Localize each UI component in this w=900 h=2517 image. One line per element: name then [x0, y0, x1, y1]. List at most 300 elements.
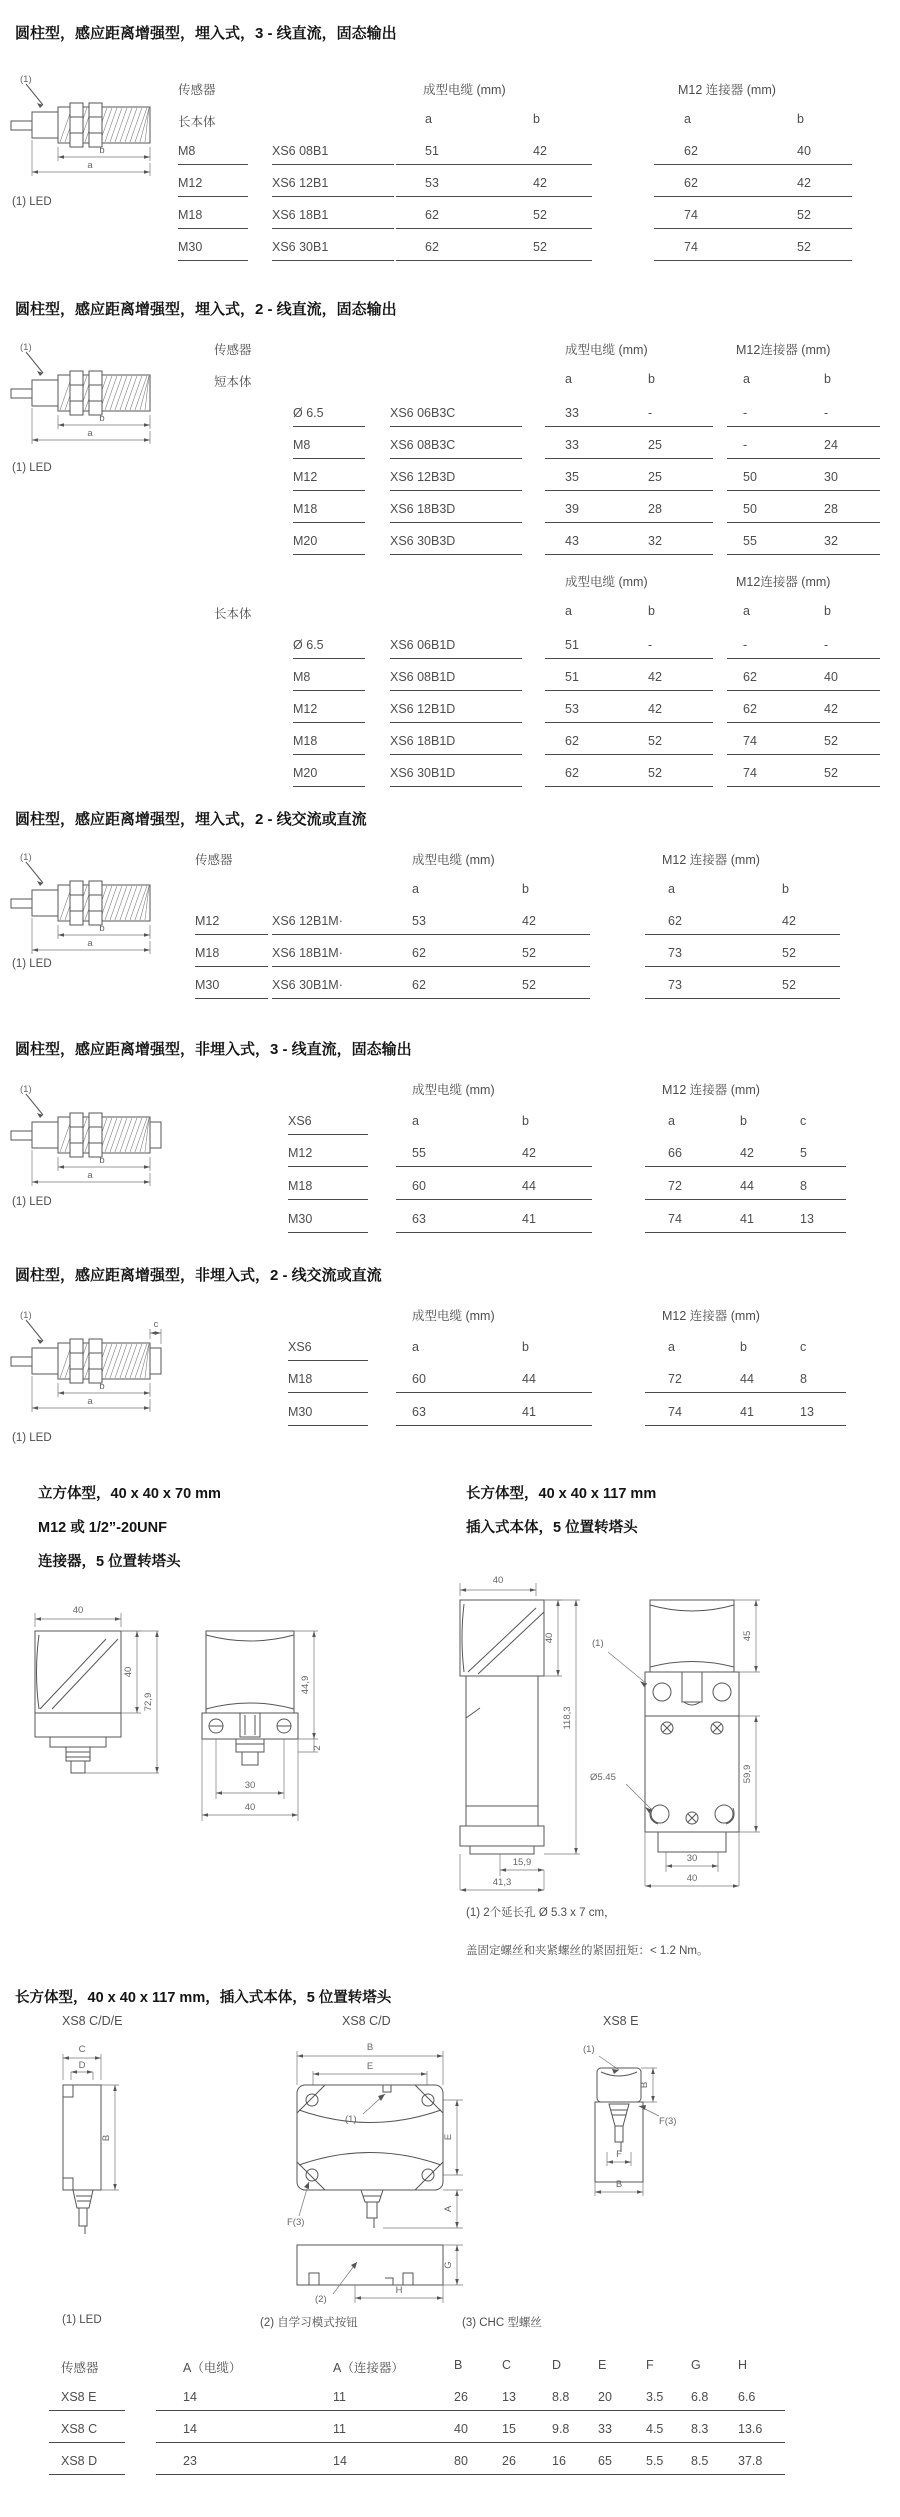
dim-label: 2 — [312, 1745, 323, 1751]
col-b: b — [533, 112, 540, 126]
cable-a: 62 — [565, 734, 579, 748]
cable-a: 62 — [412, 978, 426, 992]
conn-b: 52 — [824, 734, 838, 748]
note: 盖固定螺丝和夹紧螺丝的紧固扭矩：< 1.2 Nm。 — [466, 1945, 709, 1957]
rule — [49, 2410, 125, 2411]
dim-label: 30 — [686, 1853, 698, 1864]
rule — [156, 2474, 785, 2475]
rule — [272, 196, 394, 197]
col-b: b — [740, 1114, 747, 1128]
rule — [645, 1425, 846, 1426]
row-size: M8 — [293, 670, 311, 684]
rule — [178, 228, 248, 229]
ref1-label: (1) — [20, 1310, 32, 1321]
rule — [545, 458, 713, 459]
dim-label: G — [443, 2261, 454, 2269]
conn-a: 66 — [668, 1146, 682, 1160]
rule — [727, 786, 880, 787]
rule — [545, 554, 713, 555]
rule — [645, 1232, 846, 1233]
conn-b: 42 — [797, 176, 811, 190]
led-note: (1) LED — [12, 196, 52, 208]
dim-label-a: a — [87, 1170, 93, 1181]
rule — [727, 754, 880, 755]
xs8-side-drawing — [35, 2040, 155, 2255]
table-header: D — [552, 2358, 562, 2372]
conn-b: - — [824, 406, 829, 420]
ref1-label: (1) — [20, 342, 32, 353]
conn-b: 40 — [824, 670, 838, 684]
cable-b: - — [648, 638, 653, 652]
cable-header: 成型电缆 (mm) — [565, 343, 648, 357]
row-size: M12 — [178, 176, 203, 190]
rule — [272, 164, 394, 165]
row-model: XS6 06B1D — [390, 638, 456, 652]
rule — [654, 260, 852, 261]
ref1-label: (1) — [583, 2044, 595, 2055]
conn-b: 42 — [740, 1146, 754, 1160]
xs8-front-drawing — [285, 2040, 480, 2310]
section-title-3: 圆柱型，感应距离增强型，埋入式，2 - 线交流或直流 — [15, 811, 367, 828]
variant-label: XS8 C/D/E — [62, 2014, 123, 2028]
col-a: a — [668, 882, 675, 896]
cable-b: 44 — [522, 1372, 536, 1386]
col-b: b — [797, 112, 804, 126]
rect-title-line: 长方体型，40 x 40 x 117 mm — [466, 1486, 657, 1502]
dim-label: B — [366, 2042, 374, 2053]
rule — [272, 998, 402, 999]
cable-a: 62 — [412, 946, 426, 960]
cell: 6.8 — [691, 2390, 709, 2404]
col-a: a — [743, 372, 750, 386]
col-b: b — [740, 1340, 747, 1354]
dim-label: 40 — [123, 1666, 134, 1678]
family-label: XS6 — [288, 1340, 312, 1354]
cylinder-drawing-s1 — [10, 70, 175, 180]
rule — [654, 164, 852, 165]
dim-label: B — [101, 2134, 112, 2142]
dim-label: 15,9 — [512, 1857, 532, 1868]
cell: 8.3 — [691, 2422, 709, 2436]
f3-label: F(3) — [287, 2217, 305, 2228]
cell: 15 — [502, 2422, 516, 2436]
conn-b: - — [824, 638, 829, 652]
col-a: a — [668, 1340, 675, 1354]
cell: 26 — [454, 2390, 468, 2404]
col-b: b — [648, 604, 655, 618]
section-title-1: 圆柱型，感应距离增强型，埋入式，3 - 线直流，固态输出 — [15, 25, 397, 42]
rule — [396, 1199, 592, 1200]
cable-b: 41 — [522, 1405, 536, 1419]
table-header: 传感器 — [61, 2361, 99, 2375]
conn-b: 24 — [824, 438, 838, 452]
variant-label: XS8 E — [603, 2014, 639, 2028]
conn-b: 52 — [797, 208, 811, 222]
rule — [390, 658, 522, 659]
row-size: M18 — [293, 502, 318, 516]
cable-b: 52 — [648, 766, 662, 780]
cell: 26 — [502, 2454, 516, 2468]
cell: 14 — [183, 2390, 197, 2404]
rect-sensor-drawing — [440, 1568, 820, 1898]
conn-a: 50 — [743, 470, 757, 484]
col-a: a — [412, 1114, 419, 1128]
row-size: M12 — [288, 1146, 313, 1160]
rule — [645, 1392, 846, 1393]
conn-a: 62 — [684, 176, 698, 190]
led-note: (1) LED — [12, 1432, 52, 1444]
cable-b: 52 — [522, 978, 536, 992]
table-header: A（连接器） — [333, 2361, 404, 2375]
connector-header: M12连接器 (mm) — [736, 343, 831, 357]
rule — [645, 1166, 846, 1167]
rule — [293, 522, 365, 523]
cell: 23 — [183, 2454, 197, 2468]
row-size: M20 — [293, 534, 318, 548]
rule — [727, 458, 880, 459]
cable-a: 51 — [425, 144, 439, 158]
conn-b: 52 — [797, 240, 811, 254]
col-a: a — [565, 372, 572, 386]
xs8e-drawing — [575, 2040, 705, 2210]
col-b: b — [824, 372, 831, 386]
cable-b: 25 — [648, 438, 662, 452]
cable-a: 63 — [412, 1405, 426, 1419]
rule — [727, 722, 880, 723]
cylinder-drawing-s3 — [10, 848, 175, 958]
rule — [390, 554, 522, 555]
rule — [288, 1392, 368, 1393]
cable-b: 42 — [648, 670, 662, 684]
rule — [272, 934, 402, 935]
conn-a: 62 — [668, 914, 682, 928]
cable-b: 52 — [533, 208, 547, 222]
cable-b: - — [648, 406, 653, 420]
cell: 16 — [552, 2454, 566, 2468]
rule — [545, 690, 713, 691]
col-c: c — [800, 1114, 807, 1128]
cell: 14 — [333, 2454, 347, 2468]
cable-b: 32 — [648, 534, 662, 548]
dim-label: 59,9 — [742, 1764, 753, 1784]
rule — [396, 260, 592, 261]
cable-b: 25 — [648, 470, 662, 484]
cable-header: 成型电缆 (mm) — [412, 1083, 495, 1097]
row-size: M30 — [178, 240, 203, 254]
table-header: A（电缆） — [183, 2361, 242, 2375]
rule — [390, 490, 522, 491]
led-note: (1) LED — [12, 1196, 52, 1208]
rule — [645, 998, 840, 999]
cable-b: 52 — [648, 734, 662, 748]
rule — [645, 966, 840, 967]
section-title-4: 圆柱型，感应距离增强型，非埋入式，3 - 线直流，固态输出 — [15, 1041, 412, 1058]
dim-label-a: a — [87, 428, 93, 439]
cable-a: 51 — [565, 670, 579, 684]
cable-a: 33 — [565, 438, 579, 452]
dim-label-b: b — [99, 145, 105, 156]
col-a: a — [684, 112, 691, 126]
row-size: M18 — [195, 946, 220, 960]
col-b: b — [522, 1340, 529, 1354]
note: (1) 2个延长孔 Ø 5.3 x 7 cm， — [466, 1907, 616, 1919]
cable-b: 42 — [648, 702, 662, 716]
rule — [727, 658, 880, 659]
rule — [390, 722, 522, 723]
rule — [293, 658, 365, 659]
row-model: XS6 30B1D — [390, 766, 456, 780]
rule — [288, 1232, 368, 1233]
table-header: G — [691, 2358, 701, 2372]
cube-title-line: 立方体型，40 x 40 x 70 mm — [38, 1486, 221, 1502]
led-note: (1) LED — [12, 958, 52, 970]
rule — [400, 966, 590, 967]
cable-b: 44 — [522, 1179, 536, 1193]
conn-b: 32 — [824, 534, 838, 548]
conn-a: - — [743, 406, 748, 420]
dim-label-b: b — [99, 413, 105, 424]
row-model: XS6 18B1 — [272, 208, 329, 222]
cell: 80 — [454, 2454, 468, 2468]
cube-title-line: M12 或 1/2”-20UNF — [38, 1520, 167, 1536]
section-title-5: 圆柱型，感应距离增强型，非埋入式，2 - 线交流或直流 — [15, 1267, 382, 1284]
rule — [545, 722, 713, 723]
conn-a: 73 — [668, 946, 682, 960]
dim-label: H — [395, 2285, 403, 2296]
conn-b: 40 — [797, 144, 811, 158]
conn-c: 13 — [800, 1212, 814, 1226]
cell: 14 — [183, 2422, 197, 2436]
cube-sensor-drawing — [20, 1585, 323, 1835]
conn-b: 28 — [824, 502, 838, 516]
body-label: 短本体 — [214, 375, 252, 389]
row-model: XS6 08B3C — [390, 438, 456, 452]
col-a: a — [743, 604, 750, 618]
row-model: XS6 12B1M· — [272, 914, 343, 928]
dim-label: 30 — [244, 1780, 256, 1791]
ref1-label: (1) — [592, 1638, 604, 1649]
ref2-label: (2) — [315, 2294, 327, 2305]
rule — [727, 490, 880, 491]
cable-a: 62 — [425, 208, 439, 222]
rule — [156, 2442, 785, 2443]
rule — [727, 554, 880, 555]
row-model: XS6 30B1 — [272, 240, 329, 254]
rule — [645, 1199, 846, 1200]
cable-header: 成型电缆 (mm) — [423, 83, 506, 97]
col-a: a — [668, 1114, 675, 1128]
cable-b: 52 — [533, 240, 547, 254]
body-label: 长本体 — [214, 607, 252, 621]
section-title-2: 圆柱型，感应距离增强型，埋入式，2 - 线直流，固态输出 — [15, 301, 397, 318]
row-size: M30 — [288, 1212, 313, 1226]
family-label: XS6 — [288, 1114, 312, 1128]
cable-a: 62 — [565, 766, 579, 780]
cable-b: 42 — [533, 176, 547, 190]
cable-a: 63 — [412, 1212, 426, 1226]
cell: 40 — [454, 2422, 468, 2436]
cell: 13.6 — [738, 2422, 763, 2436]
dim-label: 44,9 — [300, 1675, 311, 1695]
cable-a: 60 — [412, 1372, 426, 1386]
cell: 33 — [598, 2422, 612, 2436]
note: (2) 自学习模式按钮 — [260, 2317, 358, 2329]
rule — [293, 690, 365, 691]
table-header: H — [738, 2358, 748, 2372]
sensor-header: 传感器 — [178, 83, 216, 97]
conn-b: 42 — [782, 914, 796, 928]
row-size: Ø 6.5 — [293, 638, 324, 652]
col-a: a — [412, 882, 419, 896]
rule — [288, 1199, 368, 1200]
col-b: b — [648, 372, 655, 386]
connector-header: M12 连接器 (mm) — [662, 853, 760, 867]
row-model: XS6 18B1D — [390, 734, 456, 748]
conn-a: - — [743, 438, 748, 452]
conn-a: - — [743, 638, 748, 652]
dim-label: 40 — [544, 1632, 555, 1644]
cable-a: 43 — [565, 534, 579, 548]
dim-label: 41,3 — [492, 1877, 512, 1888]
variant-label: XS8 C/D — [342, 2014, 391, 2028]
rule — [545, 658, 713, 659]
rule — [400, 998, 590, 999]
row-model: XS6 12B1 — [272, 176, 329, 190]
conn-b: 41 — [740, 1212, 754, 1226]
rule — [396, 1232, 592, 1233]
ref1-label: (1) — [20, 852, 32, 863]
xs8-title: 长方体型，40 x 40 x 117 mm，插入式本体，5 位置转塔头 — [15, 1990, 392, 2006]
conn-a: 62 — [684, 144, 698, 158]
rule — [727, 690, 880, 691]
cable-a: 55 — [412, 1146, 426, 1160]
conn-a: 55 — [743, 534, 757, 548]
cell: 65 — [598, 2454, 612, 2468]
row-size: M12 — [293, 702, 318, 716]
row-size: M20 — [293, 766, 318, 780]
cell: 37.8 — [738, 2454, 763, 2468]
row-model: XS6 08B1D — [390, 670, 456, 684]
dim-label: 40 — [72, 1605, 84, 1616]
rule — [390, 754, 522, 755]
conn-a: 74 — [684, 208, 698, 222]
conn-a: 62 — [743, 670, 757, 684]
rule — [396, 1392, 592, 1393]
dim-label: E — [366, 2061, 374, 2072]
col-a: a — [565, 604, 572, 618]
dim-label: E — [443, 2133, 454, 2141]
rule — [727, 522, 880, 523]
cell: 5.5 — [646, 2454, 664, 2468]
rule — [390, 458, 522, 459]
table-header: C — [502, 2358, 512, 2372]
row-size: M18 — [293, 734, 318, 748]
dim-label: 40 — [686, 1873, 698, 1884]
row-size: M8 — [293, 438, 311, 452]
cable-a: 33 — [565, 406, 579, 420]
connector-header: M12 连接器 (mm) — [678, 83, 776, 97]
table-header: E — [598, 2358, 607, 2372]
conn-a: 74 — [668, 1212, 682, 1226]
dim-label: 40 — [244, 1802, 256, 1813]
hole-dia-label: Ø5.45 — [590, 1772, 616, 1783]
rule — [293, 754, 365, 755]
cable-a: 53 — [565, 702, 579, 716]
conn-a: 74 — [743, 734, 757, 748]
col-b: b — [824, 604, 831, 618]
row-model: XS6 08B1 — [272, 144, 329, 158]
rule — [178, 260, 248, 261]
conn-c: 5 — [800, 1146, 807, 1160]
dim-label-a: a — [87, 938, 93, 949]
conn-a: 74 — [684, 240, 698, 254]
rule — [293, 490, 365, 491]
ref1-label: (1) — [345, 2114, 357, 2125]
rule — [293, 722, 365, 723]
cable-b: 41 — [522, 1212, 536, 1226]
cable-a: 39 — [565, 502, 579, 516]
rule — [195, 934, 268, 935]
cable-b: 28 — [648, 502, 662, 516]
rule — [545, 754, 713, 755]
dim-label: F — [616, 2149, 622, 2160]
cable-header: 成型电缆 (mm) — [412, 853, 495, 867]
row-name: XS8 E — [61, 2390, 97, 2404]
rule — [545, 490, 713, 491]
rule — [390, 426, 522, 427]
rule — [293, 554, 365, 555]
rule — [178, 196, 248, 197]
cable-a: 62 — [425, 240, 439, 254]
cable-b: 42 — [522, 1146, 536, 1160]
rule — [654, 196, 852, 197]
dim-label: 72,9 — [143, 1692, 154, 1712]
row-size: M30 — [288, 1405, 313, 1419]
conn-a: 62 — [743, 702, 757, 716]
cell: 6.6 — [738, 2390, 756, 2404]
table-header: F — [646, 2358, 654, 2372]
row-name: XS8 C — [61, 2422, 98, 2436]
rule — [390, 786, 522, 787]
cell: 9.8 — [552, 2422, 570, 2436]
cable-header: 成型电缆 (mm) — [412, 1309, 495, 1323]
cable-a: 60 — [412, 1179, 426, 1193]
dim-label-b: b — [99, 1155, 105, 1166]
conn-a: 74 — [668, 1405, 682, 1419]
conn-a: 72 — [668, 1179, 682, 1193]
conn-a: 50 — [743, 502, 757, 516]
rect-title-line: 插入式本体，5 位置转塔头 — [466, 1520, 638, 1536]
rule — [390, 522, 522, 523]
rule — [396, 1425, 592, 1426]
dim-label: 45 — [742, 1630, 753, 1642]
rule — [195, 966, 268, 967]
cylinder-drawing-s4 — [10, 1080, 175, 1190]
cable-a: 53 — [425, 176, 439, 190]
rule — [288, 1134, 368, 1135]
conn-c: 13 — [800, 1405, 814, 1419]
row-size: M12 — [293, 470, 318, 484]
row-model: XS6 30B3D — [390, 534, 456, 548]
rule — [288, 1425, 368, 1426]
rule — [272, 966, 402, 967]
conn-a: 72 — [668, 1372, 682, 1386]
led-note: (1) LED — [12, 462, 52, 474]
conn-b: 44 — [740, 1372, 754, 1386]
row-model: XS6 06B3C — [390, 406, 456, 420]
conn-b: 42 — [824, 702, 838, 716]
row-size: M18 — [288, 1372, 313, 1386]
